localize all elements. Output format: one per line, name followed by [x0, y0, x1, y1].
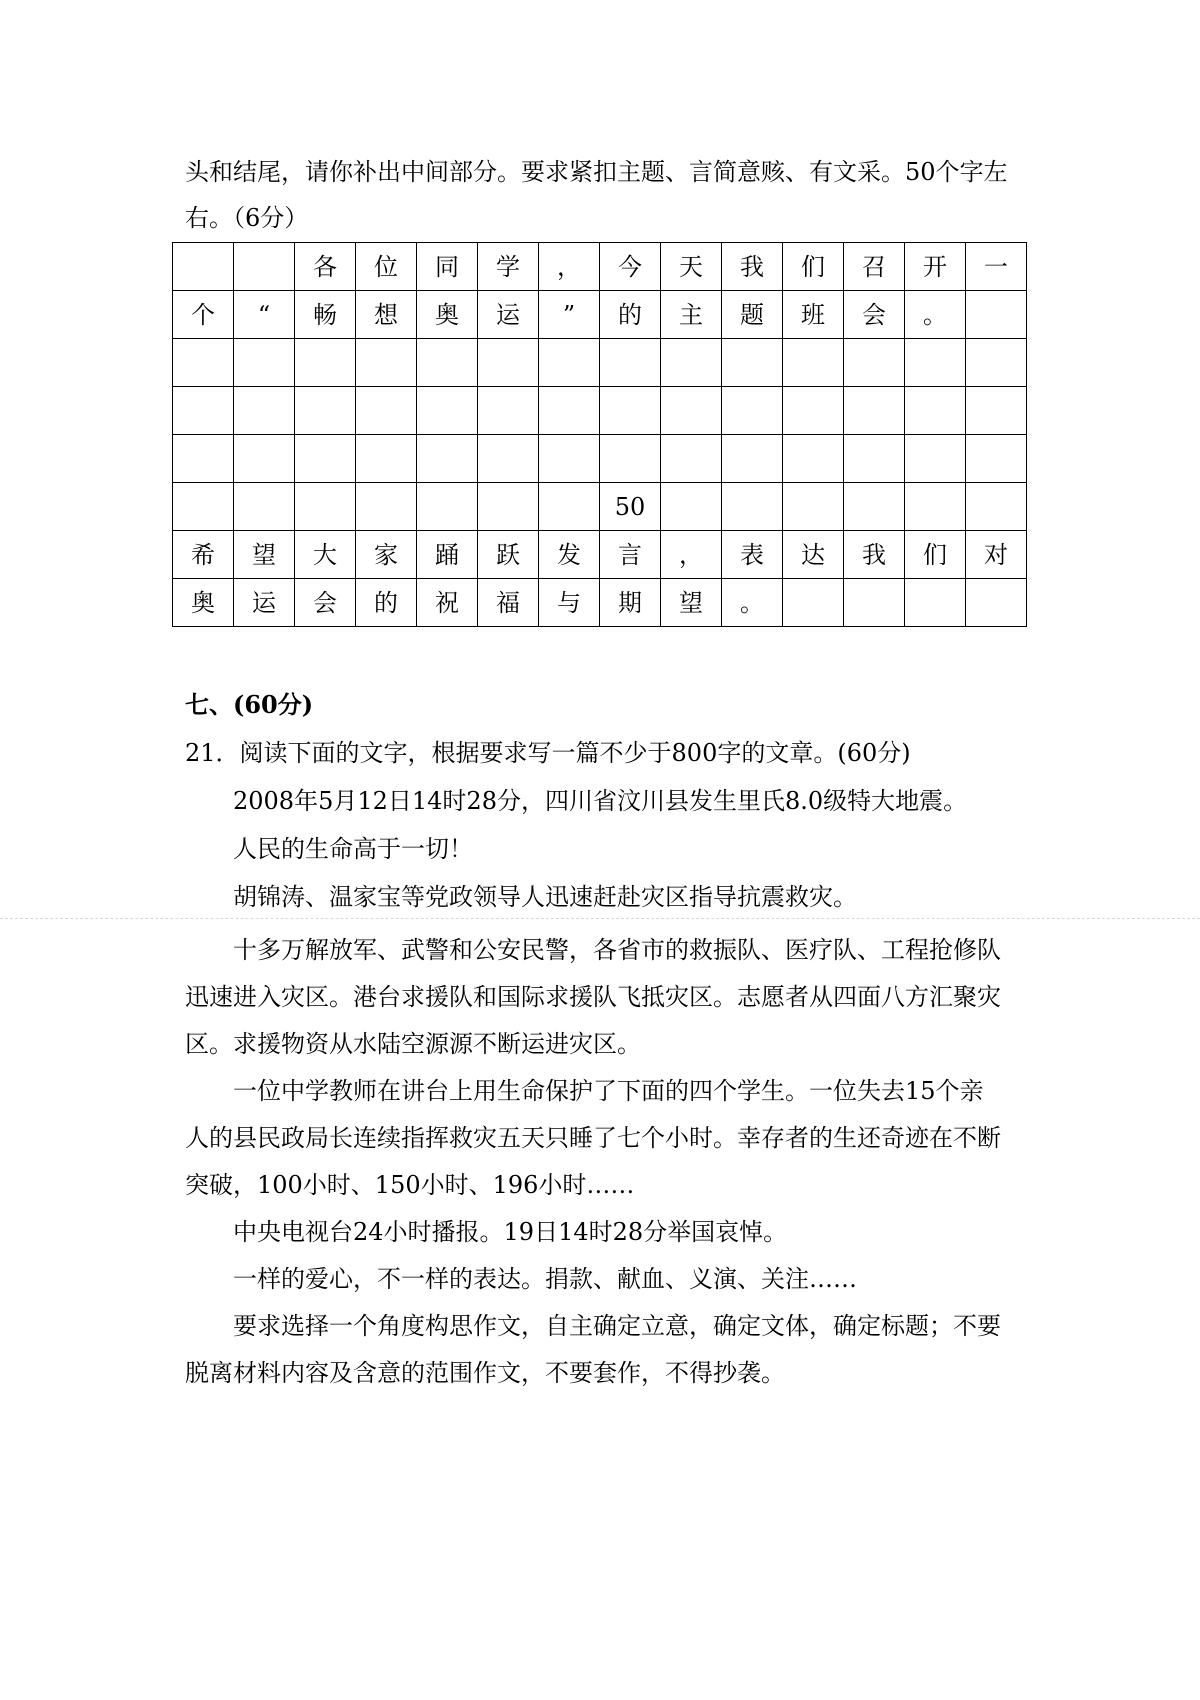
grid-cell [844, 387, 905, 435]
grid-cell: “ [234, 291, 295, 339]
grid-cell [722, 387, 783, 435]
intro-line-1: 头和结尾，请你补出中间部分。要求紧扣主题、言简意赅、有文采。50个字左 [185, 158, 1008, 186]
grid-cell [478, 435, 539, 483]
grid-cell: 发 [539, 531, 600, 579]
grid-cell: 奥 [417, 291, 478, 339]
grid-cell [722, 483, 783, 531]
grid-cell: 主 [661, 291, 722, 339]
grid-cell [173, 243, 234, 291]
grid-cell: 对 [966, 531, 1027, 579]
grid-cell: 召 [844, 243, 905, 291]
grid-cell [295, 387, 356, 435]
material-para-5-line-2: 人的县民政局长连续指挥救灾五天只睡了七个小时。幸存者的生还奇迹在不断 [185, 1124, 1001, 1152]
grid-cell: 。 [905, 291, 966, 339]
grid-cell [478, 339, 539, 387]
grid-cell: 个 [173, 291, 234, 339]
grid-cell [234, 483, 295, 531]
grid-cell [539, 339, 600, 387]
grid-row [173, 483, 1027, 531]
grid-cell [173, 435, 234, 483]
intro-line-2: 右。（6分） [185, 204, 309, 232]
grid-cell [966, 579, 1027, 627]
grid-cell: 家 [356, 531, 417, 579]
material-para-4-line-2: 迅速进入灾区。港台求援队和国际求援队飞抵灾区。志愿者从四面八方汇聚灾 [185, 983, 1001, 1011]
grid-cell: 福 [478, 579, 539, 627]
grid-cell [234, 435, 295, 483]
grid-cell: 们 [783, 243, 844, 291]
grid-cell [600, 435, 661, 483]
material-para-5-line-1: 一位中学教师在讲台上用生命保护了下面的四个学生。一位失去15个亲 [233, 1077, 984, 1105]
grid-cell [234, 339, 295, 387]
grid-cell: 。 [722, 579, 783, 627]
grid-cell: 想 [356, 291, 417, 339]
grid-cell [600, 387, 661, 435]
grid-cell [417, 387, 478, 435]
grid-cell [905, 387, 966, 435]
material-para-7: 一样的爱心，不一样的表达。捐款、献血、义演、关注…… [233, 1265, 857, 1293]
grid-row [173, 243, 1027, 291]
grid-cell [600, 339, 661, 387]
grid-cell: 大 [295, 531, 356, 579]
grid-cell [722, 339, 783, 387]
grid-cell: 跃 [478, 531, 539, 579]
grid-cell [905, 339, 966, 387]
grid-cell [905, 483, 966, 531]
grid-cell: 开 [905, 243, 966, 291]
grid-cell [539, 387, 600, 435]
grid-cell [356, 339, 417, 387]
grid-cell: 学 [478, 243, 539, 291]
grid-cell [478, 483, 539, 531]
grid-cell: 同 [417, 243, 478, 291]
grid-cell: 50 [600, 483, 661, 531]
grid-cell: 奥 [173, 579, 234, 627]
grid-cell: 一 [966, 243, 1027, 291]
grid-cell [783, 435, 844, 483]
grid-cell: 我 [722, 243, 783, 291]
grid-cell: ” [539, 291, 600, 339]
grid-cell [356, 387, 417, 435]
grid-cell [356, 483, 417, 531]
grid-cell [722, 435, 783, 483]
material-para-4-line-1: 十多万解放军、武警和公安民警，各省市的救振队、医疗队、工程抢修队 [233, 936, 1001, 964]
grid-cell [234, 243, 295, 291]
grid-cell: 的 [600, 291, 661, 339]
grid-cell [905, 435, 966, 483]
grid-row [173, 531, 1027, 579]
grid-cell [966, 435, 1027, 483]
material-para-2: 人民的生命高于一切！ [233, 835, 473, 863]
grid-cell: 会 [295, 579, 356, 627]
grid-cell: 达 [783, 531, 844, 579]
grid-cell: 各 [295, 243, 356, 291]
grid-cell: 期 [600, 579, 661, 627]
grid-cell: 运 [478, 291, 539, 339]
grid-cell: 与 [539, 579, 600, 627]
grid-cell [173, 483, 234, 531]
grid-cell [966, 483, 1027, 531]
question-21: 21．阅读下面的文字，根据要求写一篇不少于800字的文章。(60分) [185, 739, 911, 767]
grid-cell [417, 435, 478, 483]
grid-cell: 表 [722, 531, 783, 579]
grid-row [173, 387, 1027, 435]
grid-cell [539, 483, 600, 531]
grid-cell [295, 435, 356, 483]
grid-cell [844, 339, 905, 387]
grid-cell [783, 483, 844, 531]
grid-cell [417, 339, 478, 387]
grid-cell [173, 339, 234, 387]
grid-row [173, 435, 1027, 483]
page-fold-divider [0, 918, 1200, 919]
answer-grid [172, 242, 1027, 627]
material-para-1: 2008年5月12日14时28分，四川省汶川县发生里氏8.0级特大地震。 [233, 787, 968, 815]
grid-cell: 言 [600, 531, 661, 579]
grid-cell: 我 [844, 531, 905, 579]
grid-cell: 今 [600, 243, 661, 291]
grid-cell: 祝 [417, 579, 478, 627]
grid-cell [783, 579, 844, 627]
grid-cell [295, 483, 356, 531]
requirement-line-1: 要求选择一个角度构思作文，自主确定立意，确定文体，确定标题；不要 [233, 1312, 1001, 1340]
grid-cell: 位 [356, 243, 417, 291]
grid-cell [661, 339, 722, 387]
grid-cell: 踊 [417, 531, 478, 579]
grid-cell: ， [661, 531, 722, 579]
grid-cell: 会 [844, 291, 905, 339]
material-para-6: 中央电视台24小时播报。19日14时28分举国哀悼。 [233, 1218, 788, 1246]
grid-row [173, 339, 1027, 387]
grid-row [173, 291, 1027, 339]
grid-row [173, 579, 1027, 627]
section-heading: 七、(60分) [185, 690, 314, 719]
grid-cell: 畅 [295, 291, 356, 339]
grid-cell: 天 [661, 243, 722, 291]
grid-cell: 题 [722, 291, 783, 339]
grid-cell [661, 435, 722, 483]
grid-cell [966, 291, 1027, 339]
grid-cell: 望 [661, 579, 722, 627]
grid-cell [905, 579, 966, 627]
material-para-5-line-3: 突破，100小时、150小时、196小时…… [185, 1171, 635, 1199]
grid-cell: 们 [905, 531, 966, 579]
grid-cell [783, 387, 844, 435]
grid-cell [173, 387, 234, 435]
grid-cell: ， [539, 243, 600, 291]
grid-cell [234, 387, 295, 435]
grid-cell: 的 [356, 579, 417, 627]
grid-cell [661, 387, 722, 435]
grid-cell [295, 339, 356, 387]
requirement-line-2: 脱离材料内容及含意的范围作文，不要套作，不得抄袭。 [185, 1359, 785, 1387]
grid-cell: 班 [783, 291, 844, 339]
grid-cell: 望 [234, 531, 295, 579]
material-para-3: 胡锦涛、温家宝等党政领导人迅速赶赴灾区指导抗震救灾。 [233, 883, 857, 911]
grid-cell [356, 435, 417, 483]
grid-cell [844, 579, 905, 627]
grid-cell [417, 483, 478, 531]
grid-cell [783, 339, 844, 387]
grid-cell [844, 435, 905, 483]
grid-cell [478, 387, 539, 435]
grid-cell [966, 387, 1027, 435]
grid-cell: 希 [173, 531, 234, 579]
grid-cell [844, 483, 905, 531]
grid-cell [661, 483, 722, 531]
grid-cell [539, 435, 600, 483]
grid-cell: 运 [234, 579, 295, 627]
material-para-4-line-3: 区。求援物资从水陆空源源不断运进灾区。 [185, 1030, 641, 1058]
grid-cell [966, 339, 1027, 387]
